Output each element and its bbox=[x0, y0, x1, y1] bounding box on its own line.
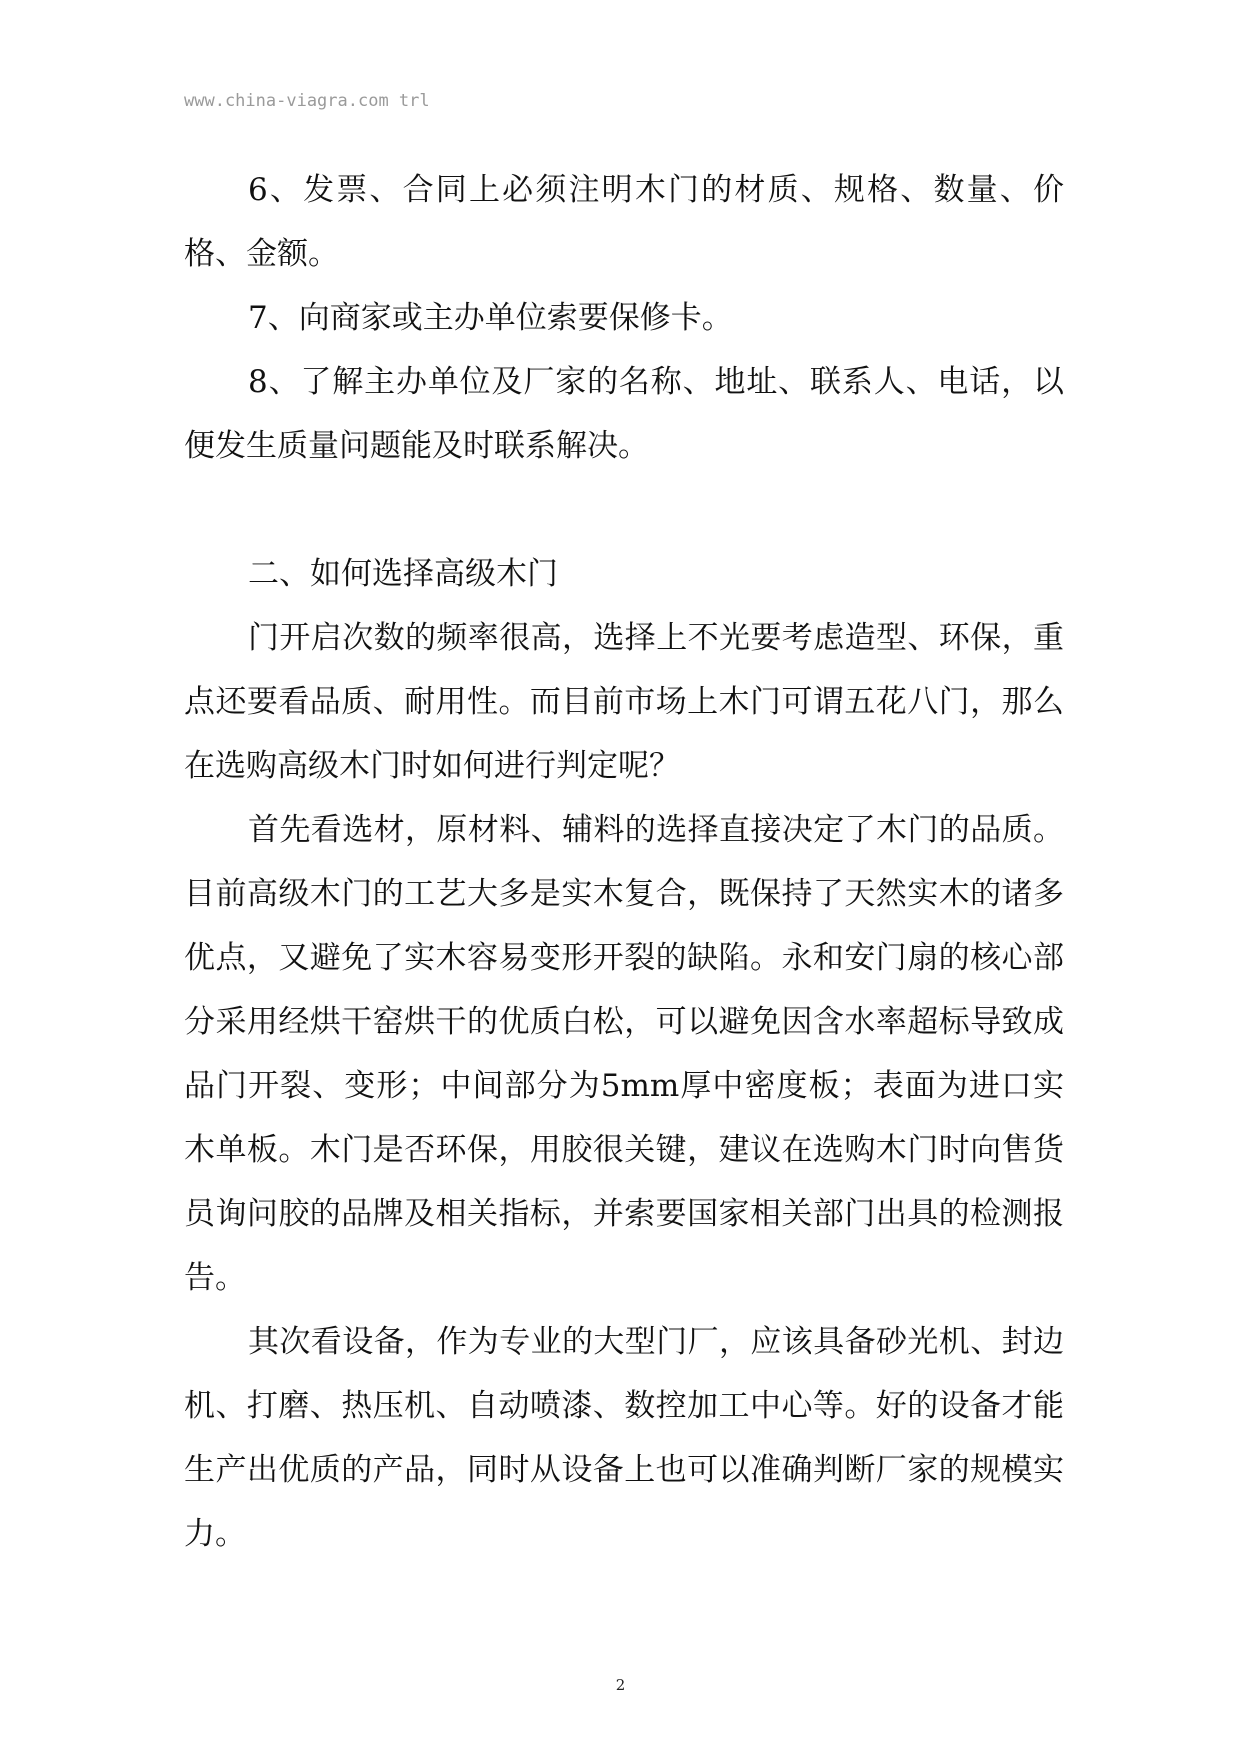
section-heading: 二、如何选择高级木门 bbox=[248, 556, 558, 592]
list-item-8: 8、了解主办单位及厂家的名称、地址、联系人、电话，以便发生质量问题能及时联系解决。 bbox=[184, 364, 1064, 464]
paragraph-equipment: 其次看设备，作为专业的大型门厂，应该具备砂光机、封边机、打磨、热压机、自动喷漆、数控加工中心等。好的设备才能生产出优质的产品，同时从设备上也可以准确判断厂家的规模实力。 bbox=[184, 1324, 1064, 1552]
header-watermark: www.china-viagra.com trl bbox=[184, 91, 430, 111]
list-item-6: 6、发票、合同上必须注明木门的材质、规格、数量、价格、金额。 bbox=[184, 172, 1064, 272]
page-number: 2 bbox=[615, 1676, 626, 1694]
paragraph-intro: 门开启次数的频率很高，选择上不光要考虑造型、环保，重点还要看品质、耐用性。而目前市场上木门可谓五花八门，那么在选购高级木门时如何进行判定呢？ bbox=[184, 620, 1064, 784]
document-body bbox=[184, 158, 1064, 1566]
section-spacer bbox=[184, 478, 1064, 542]
paragraph-materials: 首先看选材，原材料、辅料的选择直接决定了木门的品质。目前高级木门的工艺大多是实木复合，既保持了天然实木的诸多优点，又避免了实木容易变形开裂的缺陷。永和安门扇的核心部分采用经烘干窑烘干的优质白松，可以避免因含水率超标导致成品门开裂、变形；中间部分为5mm厚中密度板；表面为进口实木单板。木门是否环保，用胶很关键，建议在选购木门时向售货员询问胶的品牌及相关指标，并索要国家相关部门出具的检测报告。 bbox=[184, 812, 1064, 1296]
list-item-7: 7、向商家或主办单位索要保修卡。 bbox=[248, 300, 733, 336]
